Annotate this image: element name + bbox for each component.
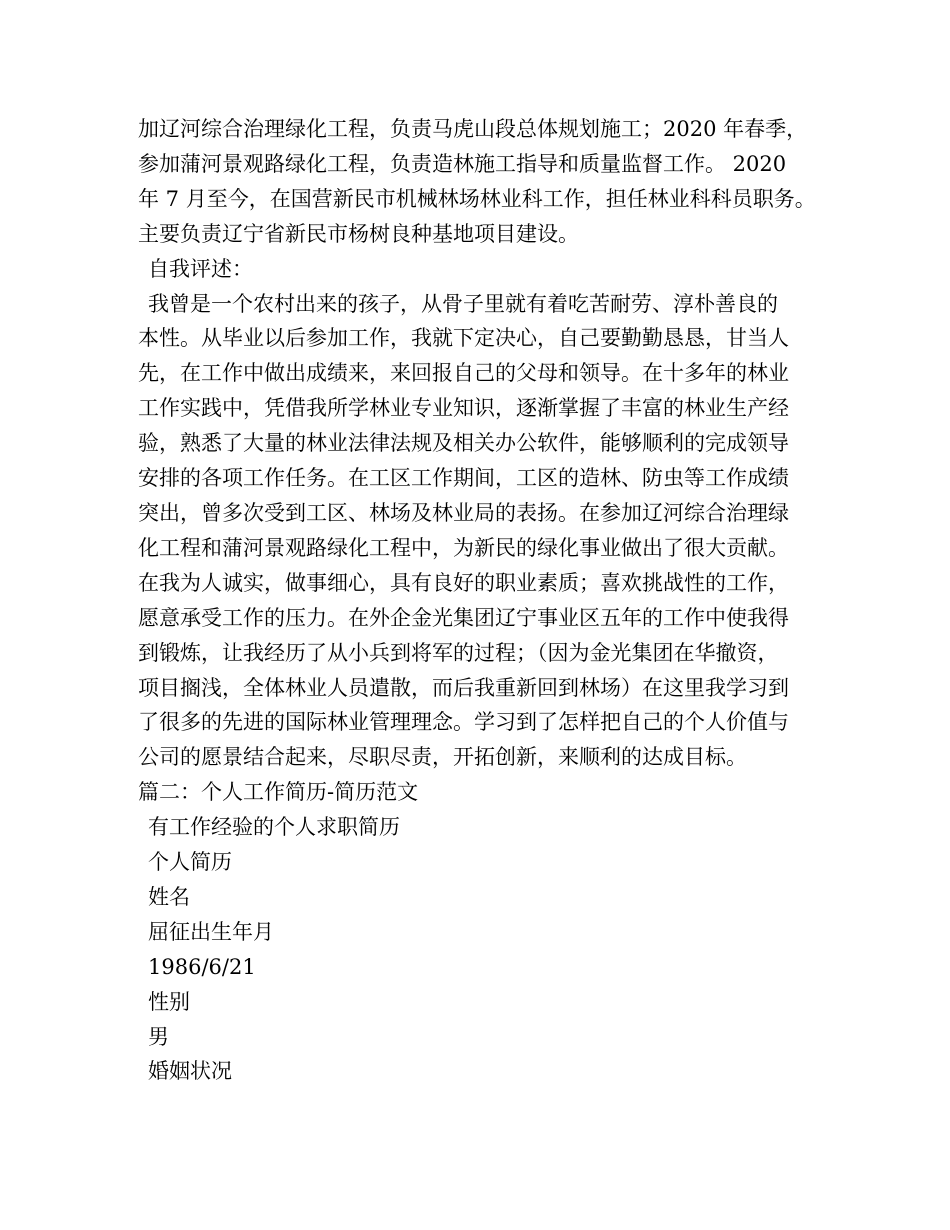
text-line: 我曾是一个农村出来的孩子，从骨子里就有着吃苦耐劳、淳朴善良的 xyxy=(148,291,778,316)
text-line: 年 7 月至今，在国营新民市机械林场林业科工作，担任林业科科员职务。 xyxy=(138,186,816,211)
text-line: 化工程和蒲河景观路绿化工程中，为新民的绿化事业做出了很大贡献。 xyxy=(138,535,789,560)
text-line: 加辽河综合治理绿化工程，负责马虎山段总体规划施工；2020 年春季， xyxy=(138,117,808,141)
resume-field-value: 男 xyxy=(148,1024,169,1049)
text-line: 了很多的先进的国际林业管理理念。学习到了怎样把自己的个人价值与 xyxy=(138,710,789,735)
resume-field-value: 1986/6/21 xyxy=(148,954,256,979)
resume-field-label: 姓名 xyxy=(148,884,190,909)
resume-field-value: 屈征出生年月 xyxy=(148,919,274,944)
text-line: 项目搁浅，全体林业人员遣散，而后我重新回到林场）在这里我学习到 xyxy=(138,675,789,700)
resume-subheading: 个人简历 xyxy=(148,850,232,875)
text-line: 先，在工作中做出成绩来，来回报自己的父母和领导。在十多年的林业 xyxy=(138,361,789,386)
section-title: 篇二：个人工作简历-简历范文 xyxy=(138,780,419,805)
self-evaluation-heading: 自我评述： xyxy=(148,256,253,281)
text-line: 安排的各项工作任务。在工区工作期间，工区的造林、防虫等工作成绩 xyxy=(138,466,789,491)
text-line: 愿意承受工作的压力。在外企金光集团辽宁事业区五年的工作中使我得 xyxy=(138,605,789,630)
text-line: 工作实践中，凭借我所学林业专业知识，逐渐掌握了丰富的林业生产经 xyxy=(138,396,789,421)
resume-field-label: 婚姻状况 xyxy=(148,1059,232,1084)
text-line: 到锻炼，让我经历了从小兵到将军的过程；（因为金光集团在华撤资， xyxy=(138,640,779,665)
text-line: 在我为人诚实，做事细心，具有良好的职业素质；喜欢挑战性的工作， xyxy=(138,570,789,595)
self-evaluation-paragraph xyxy=(138,287,818,776)
work-history-paragraph xyxy=(138,112,818,252)
text-line: 主要负责辽宁省新民市杨树良种基地项目建设。 xyxy=(138,221,579,246)
document-page xyxy=(138,112,818,1089)
resume-fields xyxy=(138,810,818,1089)
text-line: 突出，曾多次受到工区、林场及林业局的表扬。在参加辽河综合治理绿 xyxy=(138,500,789,525)
text-line: 参加蒲河景观路绿化工程，负责造林施工指导和质量监督工作。 2020 xyxy=(138,151,787,176)
text-line: 验，熟悉了大量的林业法律法规及相关办公软件，能够顺利的完成领导 xyxy=(138,431,789,456)
text-line: 本性。从毕业以后参加工作，我就下定决心，自己要勤勤恳恳，甘当人 xyxy=(138,326,789,351)
resume-heading: 有工作经验的个人求职简历 xyxy=(148,815,400,840)
text-line: 公司的愿景结合起来，尽职尽责，开拓创新，来顺利的达成目标。 xyxy=(138,745,747,770)
resume-field-label: 性别 xyxy=(148,989,190,1014)
